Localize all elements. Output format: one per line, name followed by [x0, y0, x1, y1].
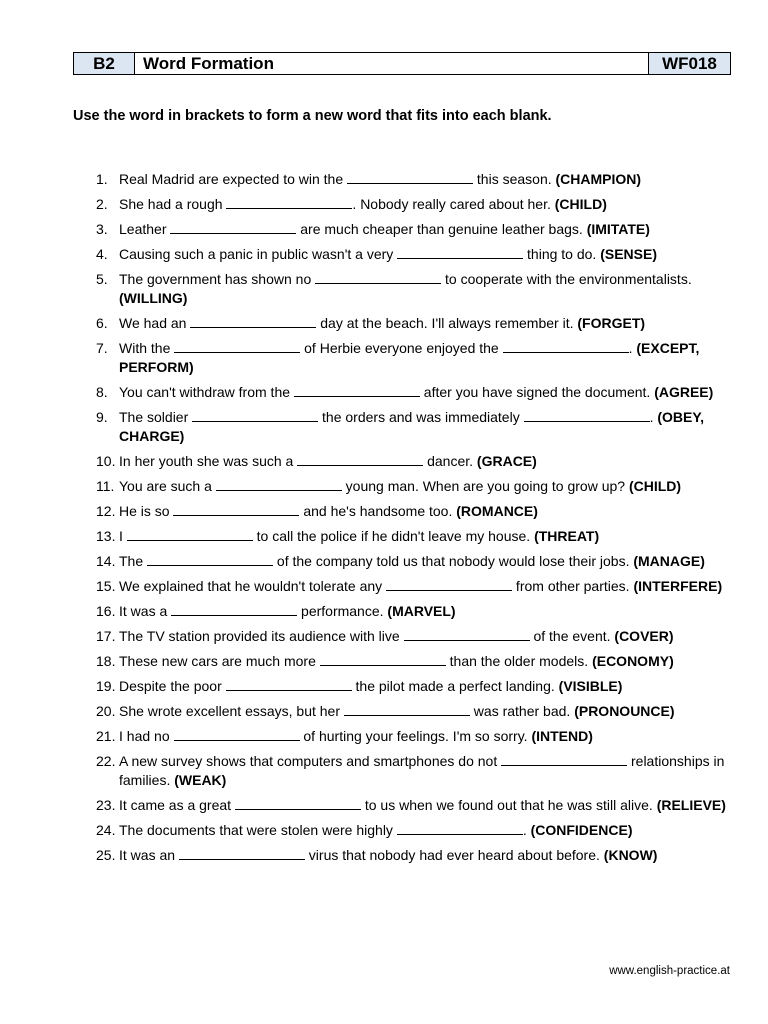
item-text	[119, 383, 736, 402]
base-word-keyword: (PRONOUNCE)	[574, 703, 675, 719]
item-text-segment: of Herbie everyone enjoyed the	[300, 340, 503, 356]
exercise-item	[96, 727, 736, 746]
item-number: 3.	[96, 221, 108, 237]
item-text-segment: than the older models.	[445, 653, 593, 669]
item-text	[119, 652, 736, 671]
item-text-segment: Real Madrid are expected to win the	[119, 171, 348, 187]
item-text-segment: this season.	[473, 171, 556, 187]
base-word-keyword: (WILLING)	[119, 290, 188, 306]
item-number: 9.	[96, 409, 108, 425]
item-text-segment: performance.	[297, 603, 388, 619]
base-word-keyword: (ECONOMY)	[592, 653, 674, 669]
base-word-keyword: (INTERFERE)	[633, 578, 723, 594]
base-word-keyword: (THREAT)	[534, 528, 600, 544]
exercise-item	[96, 502, 736, 521]
answer-blank[interactable]	[127, 527, 253, 541]
base-word-keyword: (CHILD)	[554, 196, 607, 212]
answer-blank[interactable]	[171, 602, 297, 616]
exercise-item	[96, 577, 736, 596]
item-text-segment: These new cars are much more	[119, 653, 320, 669]
answer-blank[interactable]	[397, 821, 523, 835]
item-text-segment: The government has shown no	[119, 271, 316, 287]
answer-blank[interactable]	[216, 477, 342, 491]
item-text-segment: to call the police if he didn't leave my house.	[252, 528, 535, 544]
item-text	[119, 245, 736, 264]
item-number: 18.	[96, 653, 116, 669]
exercise-item	[96, 220, 736, 239]
item-number: 12.	[96, 503, 116, 519]
item-text-segment: It was a	[119, 603, 172, 619]
exercise-item	[96, 314, 736, 333]
item-number: 10.	[96, 453, 116, 469]
exercise-item	[96, 527, 736, 546]
answer-blank[interactable]	[347, 170, 473, 184]
base-word-keyword: (SENSE)	[600, 246, 658, 262]
item-text-segment: to cooperate with the environmentalists.	[441, 271, 692, 287]
base-word-keyword: (WEAK)	[174, 772, 227, 788]
item-text	[119, 502, 736, 521]
item-number: 13.	[96, 528, 116, 544]
base-word-keyword: (FORGET)	[577, 315, 646, 331]
item-text	[119, 452, 736, 471]
item-text-segment: the orders and was immediately	[318, 409, 524, 425]
item-text-segment: .	[522, 822, 531, 838]
item-text	[119, 752, 736, 790]
item-text-segment: and he's handsome too.	[299, 503, 457, 519]
item-text-segment: The documents that were stolen were highly	[119, 822, 397, 838]
answer-blank[interactable]	[315, 270, 441, 284]
item-text	[119, 552, 736, 571]
item-text	[119, 796, 736, 815]
exercise-item	[96, 752, 736, 790]
item-text	[119, 339, 736, 377]
item-text-segment: of the company told us that nobody would lose their jobs.	[273, 553, 634, 569]
item-text	[119, 577, 736, 596]
exercise-item	[96, 652, 736, 671]
exercise-item	[96, 602, 736, 621]
answer-blank[interactable]	[226, 195, 352, 209]
item-number: 25.	[96, 847, 116, 863]
item-text-segment: was rather bad.	[469, 703, 575, 719]
base-word-keyword: (KNOW)	[603, 847, 658, 863]
item-text-segment: With the	[119, 340, 175, 356]
item-number: 14.	[96, 553, 116, 569]
answer-blank[interactable]	[174, 727, 300, 741]
answer-blank[interactable]	[179, 846, 305, 860]
exercise-item	[96, 383, 736, 402]
item-text-segment: I	[119, 528, 127, 544]
exercise-item	[96, 477, 736, 496]
item-text-segment: Causing such a panic in public wasn't a very	[119, 246, 398, 262]
answer-blank[interactable]	[344, 702, 470, 716]
base-word-keyword: (VISIBLE)	[558, 678, 623, 694]
item-text-segment: The TV station provided its audience with live	[119, 628, 404, 644]
answer-blank[interactable]	[147, 552, 273, 566]
item-text	[119, 627, 736, 646]
item-text-segment: . Nobody really cared about her.	[352, 196, 555, 212]
item-text-segment: He is so	[119, 503, 174, 519]
answer-blank[interactable]	[226, 677, 352, 691]
exercise-item	[96, 627, 736, 646]
item-text	[119, 821, 736, 840]
item-text	[119, 846, 736, 865]
item-text-segment: .	[628, 340, 637, 356]
base-word-keyword: (OBEY, CHARGE)	[119, 409, 705, 444]
exercise-item	[96, 821, 736, 840]
exercise-item	[96, 170, 736, 189]
item-number: 1.	[96, 171, 108, 187]
item-number: 21.	[96, 728, 116, 744]
exercise-item	[96, 408, 736, 446]
item-number: 16.	[96, 603, 116, 619]
answer-blank[interactable]	[501, 752, 627, 766]
item-number: 11.	[96, 478, 115, 494]
base-word-keyword: (AGREE)	[654, 384, 714, 400]
item-number: 7.	[96, 340, 108, 356]
item-number: 6.	[96, 315, 108, 331]
worksheet-title: Word Formation	[135, 53, 649, 74]
item-text-segment: from other parties.	[512, 578, 634, 594]
item-text	[119, 702, 736, 721]
exercise-item	[96, 452, 736, 471]
item-text	[119, 195, 736, 214]
item-text-segment: are much cheaper than genuine leather bags.	[296, 221, 587, 237]
item-text	[119, 527, 736, 546]
base-word-keyword: (MARVEL)	[387, 603, 456, 619]
answer-blank[interactable]	[294, 383, 420, 397]
exercise-list	[96, 170, 736, 871]
item-text-segment: A new survey shows that computers and smartphones do not	[119, 753, 502, 769]
base-word-keyword: (INTEND)	[531, 728, 593, 744]
base-word-keyword: (CONFIDENCE)	[530, 822, 633, 838]
item-number: 23.	[96, 797, 116, 813]
item-text-segment: I had no	[119, 728, 174, 744]
exercise-item	[96, 552, 736, 571]
answer-blank[interactable]	[174, 339, 300, 353]
exercise-item	[96, 270, 736, 308]
base-word-keyword: (COVER)	[614, 628, 674, 644]
answer-blank[interactable]	[404, 627, 530, 641]
item-text	[119, 270, 736, 308]
item-text	[119, 314, 736, 333]
base-word-keyword: (RELIEVE)	[656, 797, 726, 813]
item-text	[119, 602, 736, 621]
answer-blank[interactable]	[235, 796, 361, 810]
item-text-segment: dancer.	[423, 453, 477, 469]
item-text-segment: relationships in families.	[119, 753, 725, 788]
item-number: 8.	[96, 384, 108, 400]
exercise-item	[96, 796, 736, 815]
item-text	[119, 677, 736, 696]
base-word-keyword: (CHILD)	[628, 478, 682, 494]
item-text-segment: The soldier	[119, 409, 193, 425]
base-word-keyword: (EXCEPT, PERFORM)	[119, 340, 700, 375]
answer-blank[interactable]	[397, 245, 523, 259]
base-word-keyword: (CHAMPION)	[555, 171, 642, 187]
item-text-segment: You can't withdraw from the	[119, 384, 294, 400]
item-text-segment: She wrote excellent essays, but her	[119, 703, 344, 719]
answer-blank[interactable]	[190, 314, 316, 328]
exercise-item	[96, 702, 736, 721]
item-text-segment: thing to do.	[523, 246, 601, 262]
item-number: 5.	[96, 271, 108, 287]
answer-blank[interactable]	[173, 502, 299, 516]
item-text-segment: In her youth she was such a	[119, 453, 298, 469]
base-word-keyword: (MANAGE)	[633, 553, 705, 569]
item-text-segment: She had a rough	[119, 196, 227, 212]
base-word-keyword: (ROMANCE)	[456, 503, 538, 519]
worksheet-header	[73, 52, 731, 75]
answer-blank[interactable]	[320, 652, 446, 666]
item-number: 20.	[96, 703, 116, 719]
item-text-segment: the pilot made a perfect landing.	[351, 678, 559, 694]
exercise-item	[96, 195, 736, 214]
item-text-segment: The	[119, 553, 148, 569]
item-text-segment: virus that nobody had ever heard about before.	[304, 847, 604, 863]
item-text	[119, 170, 736, 189]
item-text-segment: It was an	[119, 847, 179, 863]
item-text-segment: We had an	[119, 315, 191, 331]
item-text-segment: of the event.	[529, 628, 615, 644]
exercise-item	[96, 677, 736, 696]
answer-blank[interactable]	[386, 577, 512, 591]
item-number: 22.	[96, 753, 116, 769]
worksheet-code: WF018	[649, 53, 730, 74]
item-text	[119, 220, 736, 239]
answer-blank[interactable]	[192, 408, 318, 422]
item-text-segment: of hurting your feelings. I'm so sorry.	[299, 728, 532, 744]
base-word-keyword: (GRACE)	[476, 453, 537, 469]
answer-blank[interactable]	[524, 408, 650, 422]
item-text-segment: after you have signed the document.	[419, 384, 655, 400]
answer-blank[interactable]	[297, 452, 423, 466]
item-number: 2.	[96, 196, 108, 212]
answer-blank[interactable]	[503, 339, 629, 353]
exercise-item	[96, 339, 736, 377]
item-text	[119, 477, 736, 496]
level-label: B2	[74, 53, 135, 74]
item-text	[119, 408, 736, 446]
exercise-item	[96, 846, 736, 865]
item-text-segment: to us when we found out that he was still alive.	[360, 797, 657, 813]
footer-url: www.english-practice.at	[609, 965, 730, 977]
item-number: 15.	[96, 578, 116, 594]
instruction-text: Use the word in brackets to form a new word that fits into each blank.	[73, 108, 552, 124]
item-text-segment: Despite the poor	[119, 678, 226, 694]
item-number: 17.	[96, 628, 116, 644]
item-text-segment: day at the beach. I'll always remember it.	[316, 315, 578, 331]
item-number: 19.	[96, 678, 116, 694]
item-text-segment: We explained that he wouldn't tolerate any	[119, 578, 387, 594]
answer-blank[interactable]	[170, 220, 296, 234]
item-text-segment: young man. When are you going to grow up?	[341, 478, 629, 494]
item-text-segment: It came as a great	[119, 797, 235, 813]
item-number: 4.	[96, 246, 108, 262]
item-text	[119, 727, 736, 746]
base-word-keyword: (IMITATE)	[586, 221, 650, 237]
item-text-segment: Leather	[119, 221, 171, 237]
item-number: 24.	[96, 822, 116, 838]
item-text-segment: You are such a	[119, 478, 216, 494]
item-text-segment: .	[649, 409, 658, 425]
exercise-item	[96, 245, 736, 264]
